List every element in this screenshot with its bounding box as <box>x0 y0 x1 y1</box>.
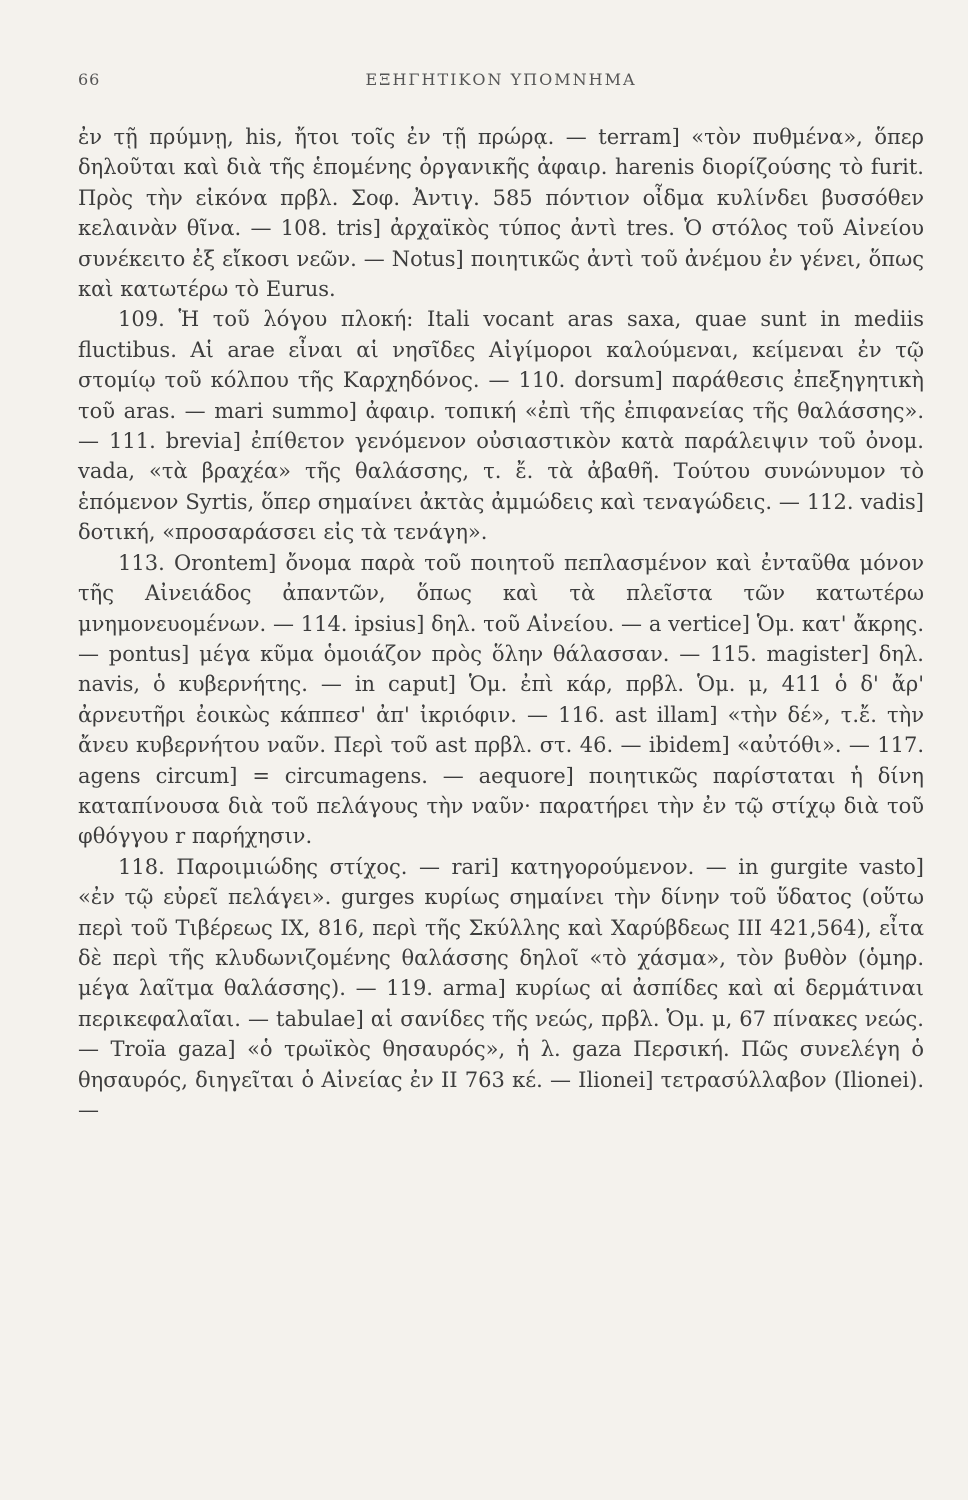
paragraph: 113. Orontem] ὄνομα παρὰ τοῦ ποιητοῦ πεπλασμένον καὶ ἐνταῦθα μόνον τῆς Αἰνειάδος ἀπαντῶν, ὅπως καὶ τὰ πλεῖστα τῶν κατωτέρω μνημονευομένων. — 114. ipsius] δηλ. τοῦ Αἰνείου. — a vertice] Ὁμ. κατ' ἄκρης. — pontus] μέγα κῦμα ὁμοιάζον πρὸς ὅλην θάλασσαν. — 115. magister] δηλ. navis, ὁ κυβερνήτης. — in caput] Ὁμ. ἐπὶ κάρ, πρβλ. Ὁμ. μ, 411 ὁ δ' ἄρ' ἀρνευτῆρι ἐοικὼς κάππεσ' ἀπ' ἰκριόφιν. — 116. ast illam] «τὴν δέ», τ.ἔ. τὴν ἄνευ κυβερνήτου ναῦν. Περὶ τοῦ ast πρβλ. στ. 46. — ibidem] «αὐτόθι». — 117. agens circum] = circumagens. — aequore] ποιητικῶς παρίσταται ἡ δίνη καταπίνουσα διὰ τοῦ πελάγους τὴν ναῦν· παρατήρει τὴν ἐν τῷ στίχῳ διὰ τοῦ φθόγγου r παρήχησιν. <box>78 550 924 849</box>
paragraph: 109. Ἡ τοῦ λόγου πλοκή: Itali vocant aras saxa, quae sunt in mediis fluctibus. Αἱ arae εἶναι αἱ νησῖδες Αἰγίμοροι καλούμεναι, κείμεναι ἐν τῷ στομίῳ τοῦ κόλπου τῆς Καρχηδόνος. — 110. dorsum] παράθεσις ἐπεξηγητικὴ τοῦ aras. — mari summo] ἀφαιρ. τοπική «ἐπὶ τῆς ἐπιφανείας τῆς θαλάσσης». — 111. brevia] ἐπίθετον γενόμενον οὐσιαστικὸν κατὰ παράλειψιν τοῦ ὀνομ. vada, «τὰ βραχέα» τῆς θαλάσσης, τ. ἔ. τὰ ἀβαθῆ. Τούτου συνώνυμον τὸ ἑπόμενον Syrtis, ὅπερ σημαίνει ἀκτὰς ἀμμώδεις καὶ τεναγώδεις. — 112. vadis] δοτική, «προσαράσσει εἰς τὰ τενάγη». <box>78 307 924 545</box>
commentary-text <box>78 122 924 1125</box>
paragraph: ἐν τῇ πρύμνῃ, his, ἤτοι τοῖς ἐν τῇ πρώρᾳ. — terram] «τὸν πυθμένα», ὅπερ δηλοῦται καὶ διὰ τῆς ἑπομένης ὀργανικῆς ἀφαιρ. harenis διορίζούσης τὸ furit. Πρὸς τὴν εἰκόνα πρβλ. Σοφ. Ἀντιγ. 585 πόντιον οἶδμα κυλίνδει βυσσόθεν κελαινὰν θῖνα. — 108. tris] ἀρχαϊκὸς τύπος ἀντὶ tres. Ὁ στόλος τοῦ Αἰνείου συνέκειτο ἐξ εἴκοσι νεῶν. — Notus] ποιητικῶς ἀντὶ τοῦ ἀνέμου ἐν γένει, ὅπως καὶ κατωτέρω τὸ Eurus. <box>78 125 924 302</box>
running-head: ΕΞΗΓΗΤΙΚΟΝ ΥΠΟΜΝΗΜΑ <box>365 70 637 89</box>
page-header <box>78 70 924 100</box>
paragraph: 118. Παροιμιώδης στίχος. — rari] κατηγορούμενον. — in gurgite vasto] «ἐν τῷ εὐρεῖ πελάγει». gurges κυρίως σημαίνει τὴν δίνην τοῦ ὕδατος (οὕτω περὶ τοῦ Τιβέρεως IX, 816, περὶ τῆς Σκύλλης καὶ Χαρύβδεως III 421,564), εἶτα δὲ περὶ τῆς κλυδωνιζομένης θαλάσσης δηλοῖ «τὸ χάσμα», τὸν βυθὸν (ὁμηρ. μέγα λαῖτμα θαλάσσης). — 119. arma] κυρίως αἱ ἀσπίδες καὶ αἱ δερμάτιναι περικεφαλαῖαι. — tabulae] αἱ σανίδες τῆς νεώς, πρβλ. Ὁμ. μ, 67 πίνακες νεώς. — Troïa gaza] «ὁ τρωϊκὸς θησαυρός», ἡ λ. gaza Περσική. Πῶς συνελέγη ὁ θησαυρός, διηγεῖται ὁ Αἰνείας ἐν II 763 κέ. — Ilionei] τετρασύλλαβον (Ilionei). — <box>78 854 924 1122</box>
page-number: 66 <box>78 70 101 89</box>
